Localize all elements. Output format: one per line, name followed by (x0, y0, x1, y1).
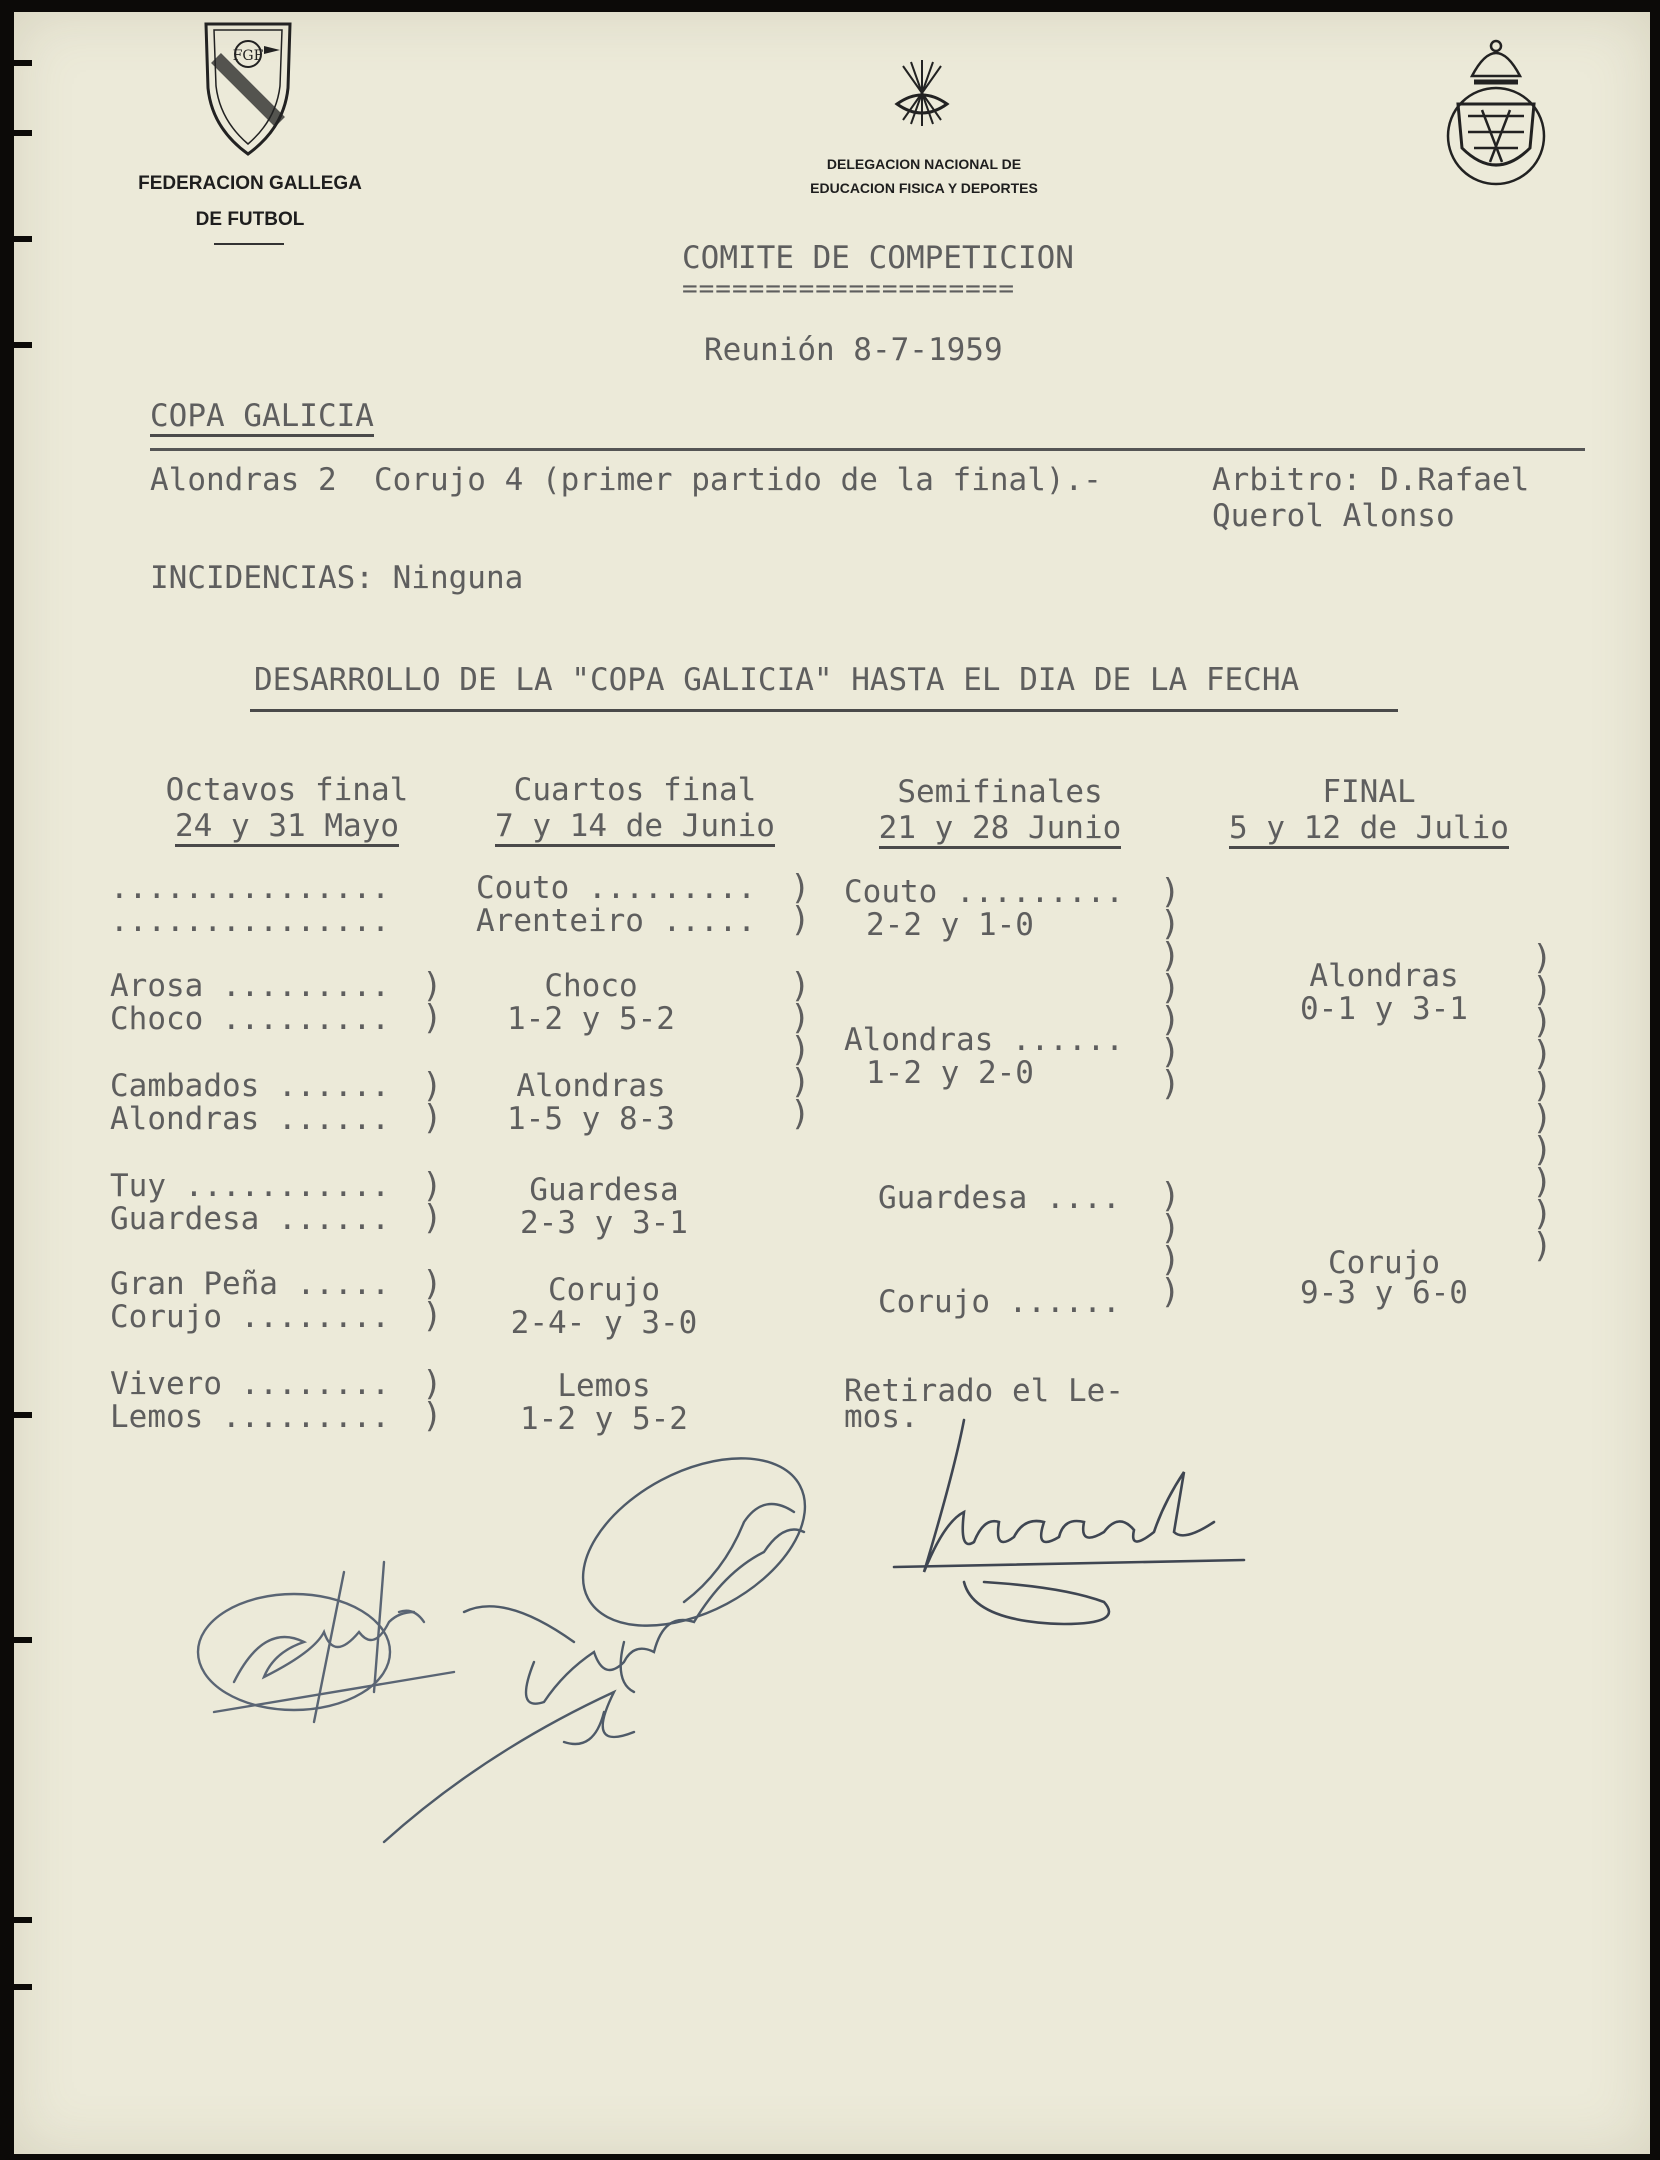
octavos-match-1 (110, 872, 390, 938)
round-header-final (1204, 774, 1534, 846)
team: Guardesa .... (878, 1180, 1121, 1216)
octavos-match-6 (110, 1368, 390, 1434)
note: mos. (844, 1399, 919, 1435)
score: 1-2 y 5-2 (507, 1001, 675, 1037)
team: Choco ......... (110, 1001, 390, 1037)
section-rule (150, 448, 1585, 451)
referee-line-2: Querol Alonso (1212, 498, 1455, 534)
team: Corujo ........ (110, 1299, 390, 1335)
final-team-2 (1254, 1245, 1514, 1311)
team: Couto ......... (476, 870, 756, 906)
team: Couto ......... (844, 874, 1124, 910)
referee-line-1: Arbitro: D.Rafael (1212, 462, 1530, 498)
octavos-match-2 (110, 970, 390, 1036)
signature-mancerol (884, 1412, 1264, 1642)
team: Cambados ...... (110, 1068, 390, 1104)
crowned-crest-icon (1444, 36, 1548, 188)
team: Guardesa (529, 1172, 679, 1208)
round-dates: 24 y 31 Mayo (175, 808, 399, 847)
bracket-brace: ) ) (422, 1066, 443, 1138)
team: Choco (544, 968, 638, 1004)
cuartos-match-4 (494, 1174, 714, 1240)
score: 9-3 y 6-0 (1300, 1275, 1468, 1311)
bracket-brace: ) ) ) ) (1160, 1176, 1181, 1312)
letterhead-left (100, 166, 400, 238)
bracket-brace: ) ) (422, 1364, 443, 1436)
team: Corujo (548, 1272, 660, 1308)
round-name: Cuartos final (513, 772, 757, 808)
team: Corujo (1328, 1245, 1440, 1281)
round-dates: 5 y 12 de Julio (1229, 810, 1509, 849)
octavos-match-3 (110, 1070, 390, 1136)
team: Alondras ...... (110, 1101, 390, 1137)
round-header-octavos (130, 772, 444, 844)
bracket-brace: ) ) (790, 868, 811, 940)
semis-match-3 (878, 1180, 1121, 1216)
team: Gran Peña ..... (110, 1266, 390, 1302)
bracket-brace: ) ) (422, 966, 443, 1038)
team: Alondras (516, 1068, 666, 1104)
cuartos-match-5 (494, 1274, 714, 1340)
letterhead-center (714, 152, 1134, 200)
summary-title-rule (250, 709, 1398, 712)
score: 1-2 y 2-0 (866, 1055, 1034, 1091)
team: Alondras (1309, 958, 1459, 994)
binding-mark (14, 1984, 32, 1990)
binding-mark (14, 1637, 32, 1643)
team: Alondras ...... (844, 1022, 1124, 1058)
binding-mark (14, 1412, 32, 1418)
svg-text:FGF: FGF (232, 48, 264, 64)
signature-jacobo-lago (364, 1452, 844, 1852)
team: Corujo ...... (878, 1284, 1121, 1320)
cuartos-match-2 (476, 970, 706, 1036)
team: Guardesa ...... (110, 1201, 390, 1237)
incidents: INCIDENCIAS: Ninguna (150, 560, 524, 596)
round-name: Semifinales (897, 774, 1103, 810)
federation-shield-icon (200, 18, 296, 160)
score: 2-3 y 3-1 (520, 1205, 688, 1241)
team: ............... (110, 870, 390, 906)
bracket-brace: ) ) ) ) ) ) ) (1160, 872, 1181, 1104)
bracket-brace: ) ) ) ) ) (790, 966, 811, 1134)
score: 0-1 y 3-1 (1300, 991, 1468, 1027)
round-header-semis (840, 774, 1160, 846)
cuartos-match-3 (476, 1070, 706, 1136)
score: 2-2 y 1-0 (866, 907, 1034, 943)
octavos-match-5 (110, 1268, 390, 1334)
cuartos-match-1 (476, 872, 756, 938)
team: Arosa ......... (110, 968, 390, 1004)
committee-title: COMITE DE COMPETICION (682, 240, 1074, 276)
letterhead-center-line1: DELEGACION NACIONAL DE (826, 156, 1022, 172)
team: ............... (110, 903, 390, 939)
octavos-match-4 (110, 1170, 390, 1236)
final-team-1 (1254, 960, 1514, 1026)
semis-match-4 (878, 1284, 1121, 1320)
note: Retirado el Le- (844, 1373, 1124, 1409)
round-name: FINAL (1322, 774, 1416, 810)
competition-name: COPA GALICIA (150, 398, 374, 437)
team: Arenteiro ..... (476, 903, 756, 939)
binding-mark (14, 236, 32, 242)
bracket-brace: ) ) ) ) ) ) ) ) ) ) (1532, 938, 1553, 1266)
binding-mark (14, 342, 32, 348)
match-result: Alondras 2 Corujo 4 (primer partido de la final).- (150, 462, 1102, 498)
title-double-rule: ==================== (682, 274, 1016, 304)
semis-match-2 (844, 1024, 1124, 1090)
bracket-brace: ) ) (422, 1166, 443, 1238)
letterhead-rule (214, 243, 284, 245)
letterhead-left-line2: DE FUTBOL (195, 209, 305, 230)
meeting-date: Reunión 8-7-1959 (704, 332, 1003, 368)
binding-mark (14, 1917, 32, 1923)
team: Lemos (557, 1368, 651, 1404)
team: Lemos ......... (110, 1399, 390, 1435)
bracket-brace: ) ) (422, 1264, 443, 1336)
semis-match-1 (844, 876, 1124, 942)
yoke-arrows-icon (889, 56, 955, 136)
score: 1-2 y 5-2 (520, 1401, 688, 1437)
letterhead-left-line1: FEDERACION GALLEGA (138, 173, 362, 194)
round-header-cuartos (470, 772, 800, 844)
round-name: Octavos final (165, 772, 409, 808)
binding-mark (14, 130, 32, 136)
team: Vivero ........ (110, 1366, 390, 1402)
document-page (14, 12, 1650, 2154)
team: Tuy ........... (110, 1168, 390, 1204)
summary-title: DESARROLLO DE LA "COPA GALICIA" HASTA EL DIA DE LA FECHA (254, 662, 1300, 698)
binding-mark (14, 60, 32, 66)
score: 1-5 y 8-3 (507, 1101, 675, 1137)
round-dates: 21 y 28 Junio (879, 810, 1122, 849)
cuartos-match-6 (494, 1370, 714, 1436)
round-dates: 7 y 14 de Junio (495, 808, 775, 847)
letterhead-center-line2: EDUCACION FISICA Y DEPORTES (810, 180, 1038, 196)
score: 2-4- y 3-0 (510, 1305, 698, 1341)
